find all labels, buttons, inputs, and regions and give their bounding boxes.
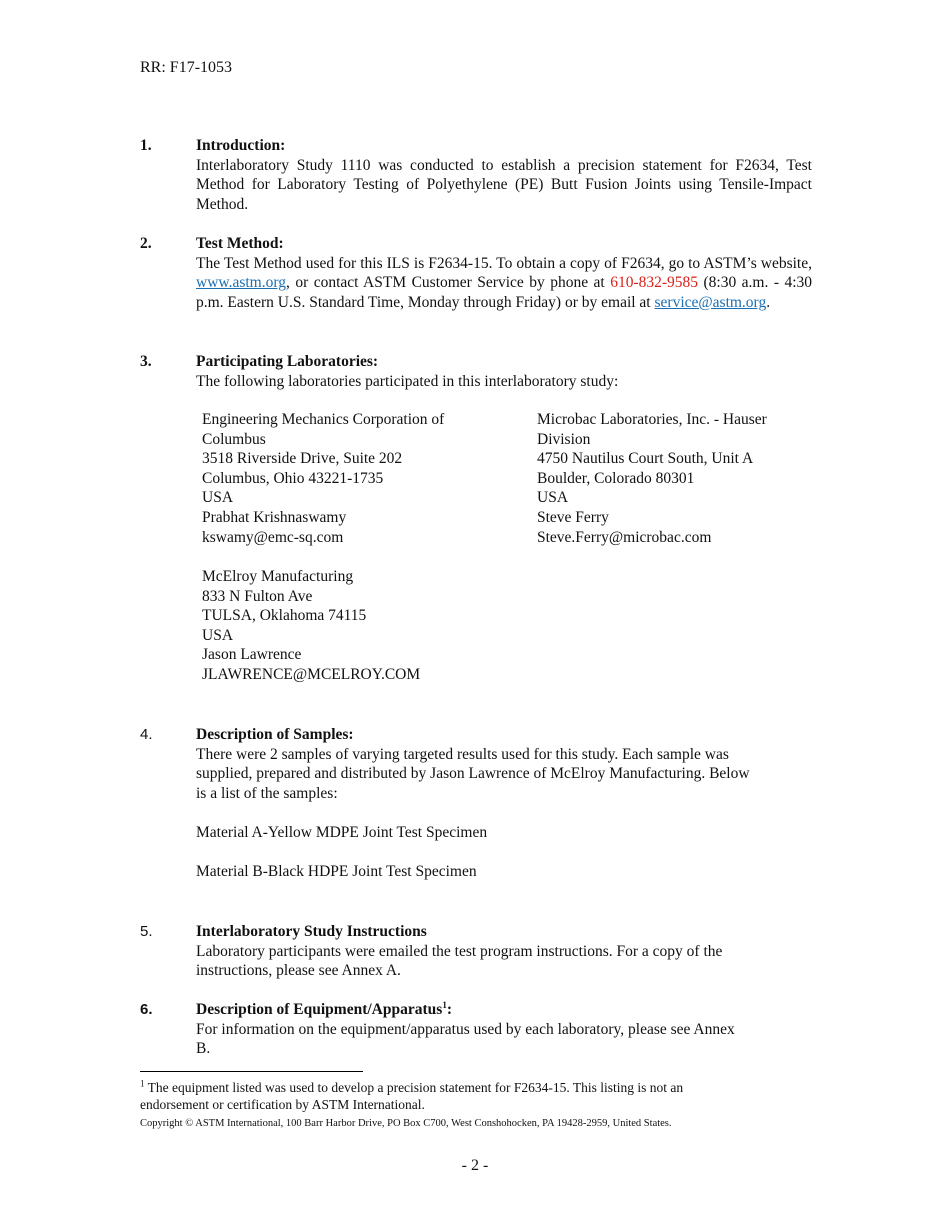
section-description-of-samples xyxy=(140,725,812,882)
section-number: 3. xyxy=(140,353,152,370)
section-number: 1. xyxy=(140,137,152,154)
section-text: The Test Method used for this ILS is F2634-15. To obtain a copy of F2634, go to ASTM’s website, www.astm.org, or contact ASTM Customer Service by phone at 610-832-9585 (8:30 a.m. - 4:30 p.m. Eastern U.S. Standard Time, Monday through Friday) or by email at service@astm.org. xyxy=(196,254,812,311)
lab-contact: Prabhat Krishnaswamy xyxy=(202,508,347,526)
lab-address: 4750 Nautilus Court South, Unit A xyxy=(537,450,754,468)
lab-name: Division xyxy=(537,430,591,448)
laboratory-entry xyxy=(202,567,502,685)
lab-contact: Steve Ferry xyxy=(537,508,609,526)
footnote-ref: 1 xyxy=(442,999,447,1010)
service-email-link[interactable]: service@astm.org xyxy=(654,293,767,311)
section-number: 6. xyxy=(140,1001,153,1018)
section-title: Test Method: xyxy=(196,235,284,252)
sample-item: Material B-Black HDPE Joint Test Specimen xyxy=(196,863,477,881)
section-title: Description of Samples: xyxy=(196,726,354,743)
footnote-mark: 1 xyxy=(140,1078,145,1089)
section-title: Participating Laboratories: xyxy=(196,353,379,370)
lab-city: Boulder, Colorado 80301 xyxy=(537,469,695,487)
section-text: The following laboratories participated in this interlaboratory study: xyxy=(196,372,619,390)
section-test-method xyxy=(140,234,812,312)
lab-address: 833 N Fulton Ave xyxy=(202,587,313,605)
section-text: Laboratory participants were emailed the test program instructions. For a copy of the xyxy=(196,942,723,960)
section-participating-laboratories xyxy=(140,352,812,391)
section-text: is a list of the samples: xyxy=(196,784,338,802)
section-text: Interlaboratory Study 1110 was conducted to establish a precision statement for F2634, Test Method for Laboratory Testing of Polyethylene (PE) Butt Fusion Joints using Tensile-Impact Method. xyxy=(196,156,812,213)
section-equipment-apparatus xyxy=(140,1000,812,1059)
lab-email: JLAWRENCE@MCELROY.COM xyxy=(202,665,421,683)
copyright-notice: Copyright © ASTM International, 100 Barr Harbor Drive, PO Box C700, West Conshohocken, PA 19428-2959, United States. xyxy=(140,1118,672,1129)
phone-number: 610-832-9585 xyxy=(610,274,699,292)
lab-city: Columbus, Ohio 43221-1735 xyxy=(202,469,384,487)
section-text: instructions, please see Annex A. xyxy=(196,962,401,980)
section-text: For information on the equipment/apparatus used by each laboratory, please see Annex xyxy=(196,1020,735,1038)
lab-country: USA xyxy=(202,626,234,644)
lab-city: TULSA, Oklahoma 74115 xyxy=(202,607,367,625)
section-title: Interlaboratory Study Instructions xyxy=(196,923,427,940)
section-study-instructions xyxy=(140,922,812,981)
section-text: B. xyxy=(196,1040,211,1058)
section-number: 2. xyxy=(140,235,152,252)
sample-item: Material A-Yellow MDPE Joint Test Specimen xyxy=(196,823,488,841)
lab-email: kswamy@emc-sq.com xyxy=(202,528,344,546)
lab-name: Microbac Laboratories, Inc. - Hauser xyxy=(537,411,767,428)
lab-country: USA xyxy=(202,489,234,507)
section-number: 4. xyxy=(140,726,153,743)
page-number: - 2 - xyxy=(461,1157,489,1174)
lab-contact: Jason Lawrence xyxy=(202,646,302,664)
lab-name: McElroy Manufacturing xyxy=(202,568,354,585)
lab-country: USA xyxy=(537,489,569,507)
laboratory-entry xyxy=(537,410,837,547)
section-title: Description of Equipment/Apparatus$^1$: xyxy=(196,999,452,1018)
lab-name: Engineering Mechanics Corporation of xyxy=(202,411,445,428)
lab-email: Steve.Ferry@microbac.com xyxy=(537,528,712,546)
laboratory-entry xyxy=(202,410,502,547)
footnote: $^1$ The equipment listed was used to develop a precision statement for F2634-15. This listing is not an endorsement or certification by ASTM International. xyxy=(140,1078,684,1112)
lab-name: Columbus xyxy=(202,430,266,448)
astm-website-link[interactable]: www.astm.org xyxy=(196,274,286,292)
report-id-header: RR: F17-1053 xyxy=(140,59,233,76)
lab-address: 3518 Riverside Drive, Suite 202 xyxy=(202,450,403,468)
section-text: supplied, prepared and distributed by Jason Lawrence of McElroy Manufacturing. Below xyxy=(196,765,750,783)
section-text: There were 2 samples of varying targeted results used for this study. Each sample was xyxy=(196,745,729,763)
section-title: Introduction: xyxy=(196,137,286,154)
section-introduction xyxy=(140,136,812,214)
footnote-divider xyxy=(140,1071,363,1072)
section-number: 5. xyxy=(140,923,153,940)
